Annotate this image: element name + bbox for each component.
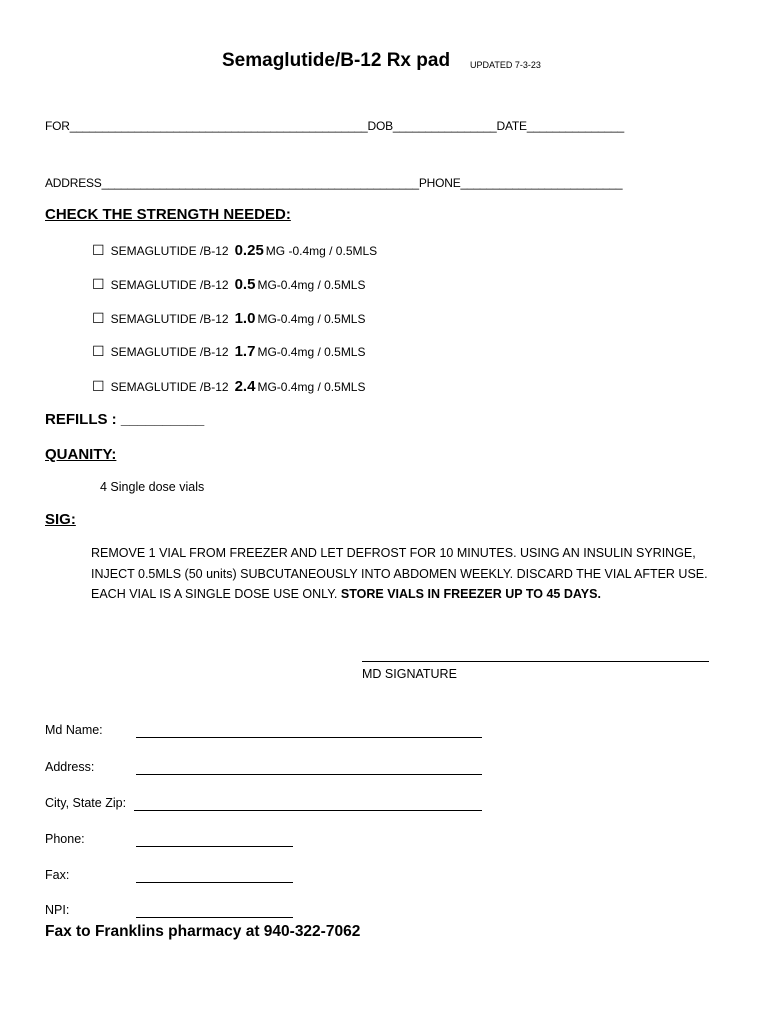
checkbox-icon[interactable]: ☐ [92, 378, 105, 394]
option-dose: 2.4 [234, 378, 256, 395]
patient-address-phone-line[interactable]: ADDRESS_________________________________________________PHONE_________________________ [45, 176, 623, 190]
patient-for-dob-date-line[interactable]: FOR______________________________________________DOB________________DATE_______________ [45, 119, 624, 133]
sig-line-3-text: EACH VIAL IS A SINGLE DOSE USE ONLY. [91, 587, 338, 601]
signature-line[interactable] [362, 661, 709, 662]
strength-heading: CHECK THE STRENGTH NEEDED: [45, 206, 291, 223]
checkbox-icon[interactable]: ☐ [92, 242, 105, 258]
strength-option[interactable] [92, 310, 366, 327]
phone-label: Phone: [45, 832, 85, 846]
address-line[interactable] [136, 774, 482, 775]
fax-label: Fax: [45, 868, 70, 882]
strength-option[interactable] [92, 343, 366, 360]
option-suffix: MG-0.4mg / 0.5MLS [257, 345, 366, 359]
address-label: Address: [45, 760, 95, 774]
md-name-label: Md Name: [45, 723, 103, 737]
option-suffix: MG-0.4mg / 0.5MLS [257, 380, 366, 394]
npi-line[interactable] [136, 917, 293, 918]
strength-option[interactable] [92, 378, 366, 395]
option-suffix: MG-0.4mg / 0.5MLS [257, 312, 366, 326]
sig-line-2: INJECT 0.5MLS (50 units) SUBCUTANEOUSLY INTO ABDOMEN WEEKLY. DISCARD THE VIAL AFTER USE. [91, 566, 708, 581]
fax-instructions: Fax to Franklins pharmacy at 940-322-7062 [45, 923, 361, 940]
sig-instructions [91, 543, 731, 605]
signature-label: MD SIGNATURE [362, 667, 457, 681]
option-name: SEMAGLUTIDE /B-12 [110, 380, 229, 394]
sig-storage-note: STORE VIALS IN FREEZER UP TO 45 DAYS. [340, 587, 601, 601]
city-state-zip-line[interactable] [134, 810, 482, 811]
quantity-value: 4 Single dose vials [100, 480, 205, 494]
sig-heading: SIG: [45, 511, 76, 528]
sig-line-1: REMOVE 1 VIAL FROM FREEZER AND LET DEFROST FOR 10 MINUTES. USING AN INSULIN SYRINGE, [91, 546, 696, 560]
option-dose: 1.0 [234, 310, 256, 327]
quantity-heading: QUANITY: [45, 446, 117, 463]
option-dose: 1.7 [234, 343, 256, 360]
checkbox-icon[interactable]: ☐ [92, 310, 105, 326]
option-dose: 0.25 [234, 242, 264, 259]
checkbox-icon[interactable]: ☐ [92, 276, 105, 292]
strength-option[interactable] [92, 242, 377, 259]
option-name: SEMAGLUTIDE /B-12 [110, 244, 229, 258]
option-name: SEMAGLUTIDE /B-12 [110, 312, 229, 326]
checkbox-icon[interactable]: ☐ [92, 343, 105, 359]
city-state-zip-label: City, State Zip: [45, 796, 127, 810]
sig-line-3 [91, 584, 731, 605]
option-dose: 0.5 [234, 276, 256, 293]
option-name: SEMAGLUTIDE /B-12 [110, 278, 229, 292]
npi-label: NPI: [45, 903, 70, 917]
md-name-line[interactable] [136, 737, 482, 738]
page-title: Semaglutide/B-12 Rx pad [222, 50, 451, 71]
phone-line[interactable] [136, 846, 293, 847]
option-suffix: MG-0.4mg / 0.5MLS [257, 278, 366, 292]
fax-line[interactable] [136, 882, 293, 883]
option-suffix: MG -0.4mg / 0.5MLS [265, 244, 378, 258]
updated-date: UPDATED 7-3-23 [470, 60, 541, 70]
option-name: SEMAGLUTIDE /B-12 [110, 345, 229, 359]
strength-option[interactable] [92, 276, 366, 293]
refills-field[interactable]: REFILLS : __________ [45, 411, 205, 428]
